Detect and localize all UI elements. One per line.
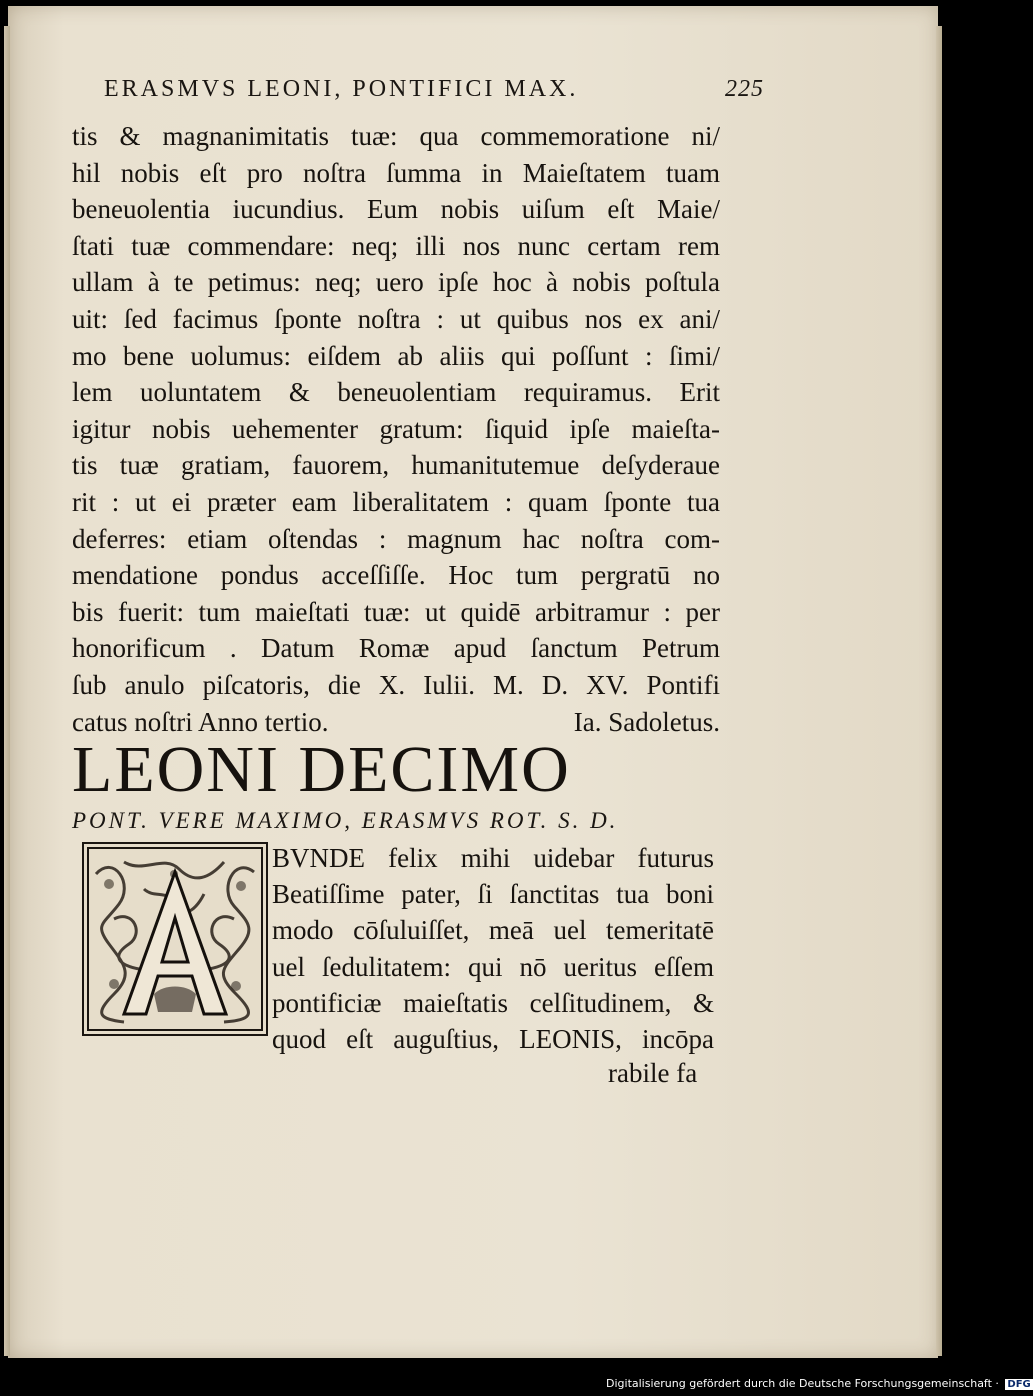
- text-line: ſub anulo piſcatoris, die X. Iulii. M. D. XV. Pontifi: [72, 669, 720, 700]
- page-edge-left: [4, 26, 10, 1356]
- text-line: honorificum . Datum Romæ apud ſanctum Petrum: [72, 633, 720, 664]
- text-line: igitur nobis uehementer gratum: ſiquid ipſe maieſta-: [72, 413, 720, 444]
- signatory: Ia. Sadoletus.: [573, 706, 720, 737]
- running-head-title: ERASMVS LEONI, PONTIFICI MAX.: [104, 76, 579, 102]
- text-line: beneuolentia iucundius. Eum nobis uiſum eſt Maie/: [72, 194, 720, 225]
- text-line: hil nobis eſt pro noſtra ſumma in Maieſtatem tuam: [72, 157, 720, 188]
- text-line: pontificiæ maieſtatis celſitudinem, &: [272, 987, 714, 1018]
- text-line: uit: ſed facimus ſponte noſtra : ut quibus nos ex ani/: [72, 303, 720, 334]
- text-line: bis fuerit: tum maieſtati tuæ: ut quidē arbitramur : per: [72, 596, 720, 627]
- digitization-credit: [606, 1377, 1033, 1390]
- letter-text-2: [272, 840, 714, 1057]
- date-closing: catus noſtri Anno tertio.: [72, 706, 329, 737]
- text-line: mendatione pondus acceſſiſſe. Hoc tum pergratū no: [72, 560, 720, 591]
- text-line: BVNDE felix mihi uidebar futurus: [272, 843, 714, 873]
- letter-heading: LEONI DECIMO: [72, 733, 571, 806]
- page-number: 225: [725, 76, 764, 102]
- ornament-initial-icon: [84, 844, 266, 1034]
- text-line: Beatiſſime pater, ſi ſanctitas tua boni: [272, 879, 714, 910]
- text-line: deferres: etiam oſtendas : magnum hac noſtra com-: [72, 523, 720, 554]
- text-line: tis & magnanimitatis tuæ: qua commemoratione ni/: [72, 121, 720, 151]
- text-line: modo cōſuluiſſet, meā uel temeritatē: [272, 915, 714, 946]
- text-line: ullam à te petimus: neq; uero ipſe hoc à nobis poſtula: [72, 267, 720, 298]
- letter-subheading: PONT. VERE MAXIMO, ERASMVS ROT. S. D.: [72, 808, 619, 833]
- text-line: lem uoluntatem & beneuolentiam requiramus. Erit: [72, 377, 720, 408]
- text-line: tis tuæ gratiam, fauorem, humanitutemue deſyderaue: [72, 450, 720, 481]
- catchword: rabile fa: [608, 1058, 698, 1088]
- letter-text: [72, 118, 720, 740]
- text-line: rit : ut ei præter eam liberalitatem : quam ſponte tua: [72, 486, 720, 517]
- decorated-initial: [82, 842, 268, 1036]
- text-line: quod eſt auguſtius, LEONIS, incōpa: [272, 1023, 714, 1054]
- dfg-logo-icon: DFG: [1007, 1379, 1031, 1390]
- text-line: ſtati tuæ commendare: neq; illi nos nunc certam rem: [72, 230, 720, 261]
- page-edge-right: [936, 26, 942, 1356]
- text-line: uel ſedulitatem: qui nō ueritus eſſem: [272, 951, 714, 982]
- text-line: mo bene uolumus: eiſdem ab aliis qui poſſunt : ſimi/: [72, 340, 720, 371]
- credit-text: Digitalisierung gefördert durch die Deutsche Forschungsgemeinschaft ·: [606, 1377, 999, 1390]
